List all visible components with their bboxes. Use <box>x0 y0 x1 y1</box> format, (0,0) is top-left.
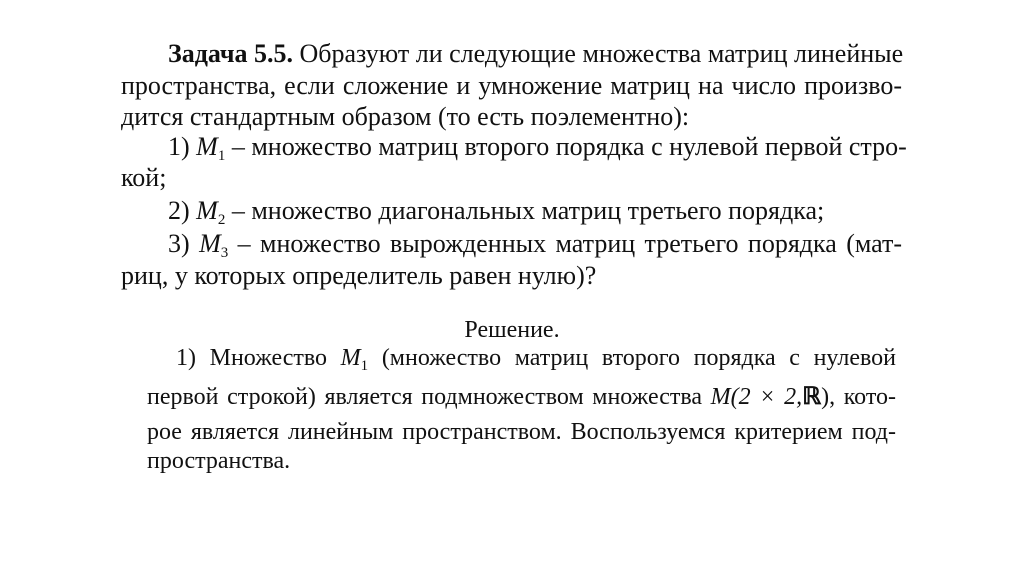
item-number: 3) <box>168 229 190 258</box>
item-number: 1) <box>168 132 190 161</box>
problem-item-1-continuation: кой; <box>121 163 167 192</box>
item-text: – множество диагональных матриц третьего порядка; <box>231 196 825 225</box>
item-number: 2) <box>168 196 190 225</box>
solution-line-3: рое является линейным пространством. Воспользуемся критерием под- <box>147 419 896 445</box>
problem-item-3-continuation: риц, у которых определитель равен нулю)? <box>121 261 597 290</box>
problem-item-2 <box>168 196 824 226</box>
solution-title: Решение. <box>464 317 560 343</box>
problem-line-2: пространства, если сложение и умножение матриц на число произво- <box>121 71 902 100</box>
solution-line-2 <box>147 382 896 412</box>
solution-item-number: 1) Множество <box>176 345 328 371</box>
math-variable: $M_1$ <box>340 345 369 374</box>
solution-text: (множество матриц второго порядка с нулевой <box>381 345 897 371</box>
math-variable: $M_1$ <box>196 132 226 164</box>
math-variable: $M_3$ <box>199 229 229 261</box>
item-text: – множество вырожденных матриц третьего порядка (мат- <box>237 229 903 258</box>
problem-line-1 <box>168 39 902 69</box>
math-expression: M(2 × 2,ℝ), <box>710 384 836 410</box>
problem-line-3: дится стандартным образом (то есть поэлементно): <box>121 102 690 131</box>
solution-text: первой строкой) является подмножеством множества <box>147 384 703 410</box>
problem-item-1 <box>168 132 907 164</box>
solution-line-4: пространства. <box>147 448 291 474</box>
solution-text-end: кото- <box>843 384 896 410</box>
solution-line-1 <box>176 343 896 373</box>
problem-item-3 <box>168 229 902 259</box>
item-text: – множество матриц второго порядка с нулевой первой стро- <box>231 132 907 161</box>
problem-label: Задача 5.5. <box>168 39 293 68</box>
problem-text: Образуют ли следующие множества матриц линейные <box>299 39 904 68</box>
math-variable: $M_2$ <box>196 196 226 228</box>
